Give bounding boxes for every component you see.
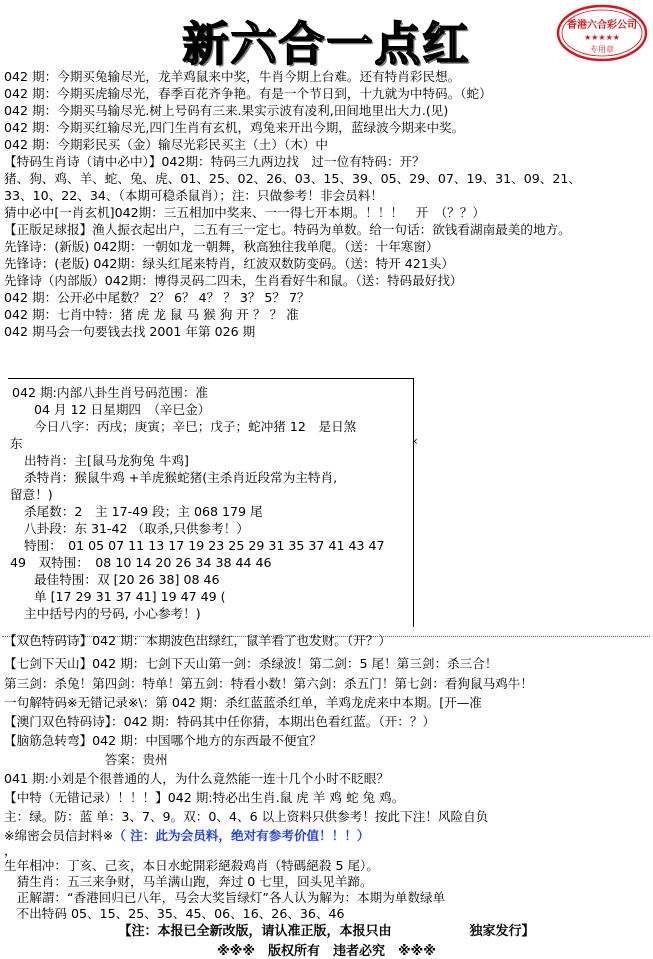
text-line: 先锋诗（内部版）042期：博得灵码二四未，生肖看好牛和鼠。（送：特码最好找）: [4, 273, 463, 288]
text-line: 【正版足球报】渔人振衣起出户，二五有三一定七。特码为单数。给一句话：欲钱看湖南最美的地方。: [4, 222, 571, 237]
box-line: 杀特肖：猴鼠牛鸡 +羊虎猴蛇猪(主杀肖近段常为主特肖,: [24, 470, 338, 485]
box-line: 主中括号内的号码, 小心参考！): [24, 606, 201, 621]
text-line: 答案：贵州: [4, 752, 168, 767]
text-line: 一句解特码※无错记录※\：第 042 期：杀红蓝蓝杀红单，羊鸡龙虎来中本期。[开—准: [4, 695, 482, 710]
text-line: 生年相冲：丁亥、己亥，本日水蛇開彩絕殺鸡肖（特碼絕殺 5 尾）。: [4, 858, 379, 873]
text-line: 042 期：七肖中特：猪 虎 龙 鼠 马 猴 狗 开 ？ ？ 准: [4, 307, 299, 322]
text-line: 【双色特码诗】042 期：本期波色出绿红，鼠羊看了也发财。（开？）: [4, 633, 391, 648]
company-seal: [556, 4, 648, 62]
footer-notice: 【注：本报已全新改版，请认准正版，本报只由 独家发行】: [118, 924, 535, 939]
page-title: 新六合一点红: [182, 17, 471, 71]
text-line: 042 期：今期买红输尽光,四门生肖有玄机，鸡兔来开出今期，蓝绿波今期来中奖。: [4, 120, 465, 135]
box-line: 04 月 12 日星期四 （辛巳金）: [34, 402, 211, 417]
member-note-blue: （ 注：此为会员料，绝对有参考价值！！！）: [113, 828, 370, 843]
footer-copyright: ※※※ 版权所有 违者必究 ※※※: [217, 944, 436, 959]
text-line: 猜生肖：五三来争财，马羊满山跑，奔过 0 七里，回头见羊蹄。: [4, 874, 373, 889]
text-line: ，: [4, 843, 17, 858]
box-line: 杀尾数：2 主 17-49 段；主 068 179 尾: [24, 504, 263, 519]
box-line: 东: [10, 436, 23, 451]
box-line: 单 [17 29 31 37 41] 19 47 49 (: [34, 589, 226, 604]
box-line: 特围： 01 05 07 11 13 17 19 23 25 29 31 35 37 41 43 47: [24, 538, 385, 553]
text-line: 041 期:小刘是个很普通的人，为什么竟然能一连十几个小时不眨眼？: [4, 771, 389, 786]
box-line: 最佳特围：双 [20 26 38] 08 46: [34, 572, 220, 587]
member-note-label: ※绵密会员信封料※: [4, 828, 114, 843]
box-line: 八卦段：东 31-42 （取杀,只供参考！）: [24, 521, 249, 536]
text-line: 第三剑：杀兔！第四剑：特单！第五剑：特看小数！第六剑：杀五门！第七剑：看狗鼠马鸡牛！: [4, 676, 533, 691]
box-line: 今日八字：丙戌；庚寅；辛巳；戊子；蛇冲猪 12 是日煞: [34, 419, 357, 434]
box-line: 042 期:内部八卦生肖号码范围：准: [12, 385, 209, 400]
member-note-line: [4, 828, 370, 845]
text-line: 先锋诗：(新版) 042期：一朝如龙一朝舞，秋高独往我单爬。（送：十年寒窗）: [4, 239, 439, 254]
seal-top-text: 香港六合彩公司: [567, 20, 637, 31]
text-line: 042 期：今期买马输尽光.树上号码有三来.果实示波有凌利,田间地里出大力.(见): [4, 103, 449, 118]
text-line: 042 期：今期彩民买（金）输尽光彩民买主（土）（木）中: [4, 137, 328, 152]
seal-bottom-text: 专用章: [590, 45, 614, 54]
text-line: 主：绿。防：蓝 单：3、7、9。双：0、4、6 以上资料只供参考！按此下注！风险自负: [4, 809, 489, 824]
text-line: 042 期：今期买虎输尽光，春季百花齐争艳。有是一个节日到，十九就为中特码。（蛇）: [4, 86, 492, 101]
box-line: 留意！): [10, 487, 53, 502]
text-line: 猪、狗、鸡、羊、蛇、兔、虎、01、25、02、26、03、15、39、05、29、07、19、31、09、21、: [4, 171, 581, 186]
text-line: 【脑筋急转弯】042 期：中国哪个地方的东西最不便宜？: [4, 733, 322, 748]
text-line: 042 期：公开必中尾数？ 2？ 6？ 4？ ？ 3？ 5？ 7？: [4, 290, 310, 305]
seal-stars: ★★★★★: [584, 33, 620, 42]
text-line: 33、10、22、34、（本期可稳杀鼠肖）；注：只做参考！非会员料！: [4, 188, 383, 203]
box-tick-mark: ‹: [413, 434, 418, 448]
text-line: 042 期马会一句要钱去找 2001 年第 026 期: [4, 324, 256, 339]
box-line: 出特肖：主[鼠马龙狗兔 牛鸡]: [24, 453, 189, 468]
text-line: 【中特（无错记录）！！！】042 期:特必出生肖.鼠 虎 羊 鸡 蛇 兔 鸡。: [4, 790, 405, 805]
text-line: 【澳门双色特码诗】：042 期：特码其中任你猜，本期出色看红蓝。（开：？）: [4, 714, 436, 729]
text-line: 正解謂：“香港回归已八年，马会大奖旨绿灯”各人认为解为：本期为单数绿单: [4, 890, 446, 905]
bagua-box: [8, 378, 414, 627]
text-line: 【特码生肖诗（请中必中）】042期：特码三九两边找 过一位有特码：开？: [4, 154, 425, 169]
text-line: 【七剑下天山】042 期：七剑下天山第一剑：杀绿波！第二剑：5 尾！第三剑：杀三合！: [4, 656, 498, 671]
text-line: 先锋诗：(老版) 042期：绿头红尾来特肖，红波双数防变码。（送：特开 421头）: [4, 256, 455, 271]
box-line: 49 双特围： 08 10 14 20 26 34 38 44 46: [10, 555, 272, 570]
text-line: 猜中必中[一肖玄机]042期：三五相加中奖来、一一得七开本期。！！！ 开 （？？）: [4, 205, 485, 220]
text-line: 不出特码 05、15、25、35、45、06、16、26、36、46: [4, 906, 345, 921]
text-line: 042 期：今期买兔输尽光，龙羊鸡鼠来中奖，牛肖今期上台难。还有特肖彩民想。: [4, 69, 461, 84]
